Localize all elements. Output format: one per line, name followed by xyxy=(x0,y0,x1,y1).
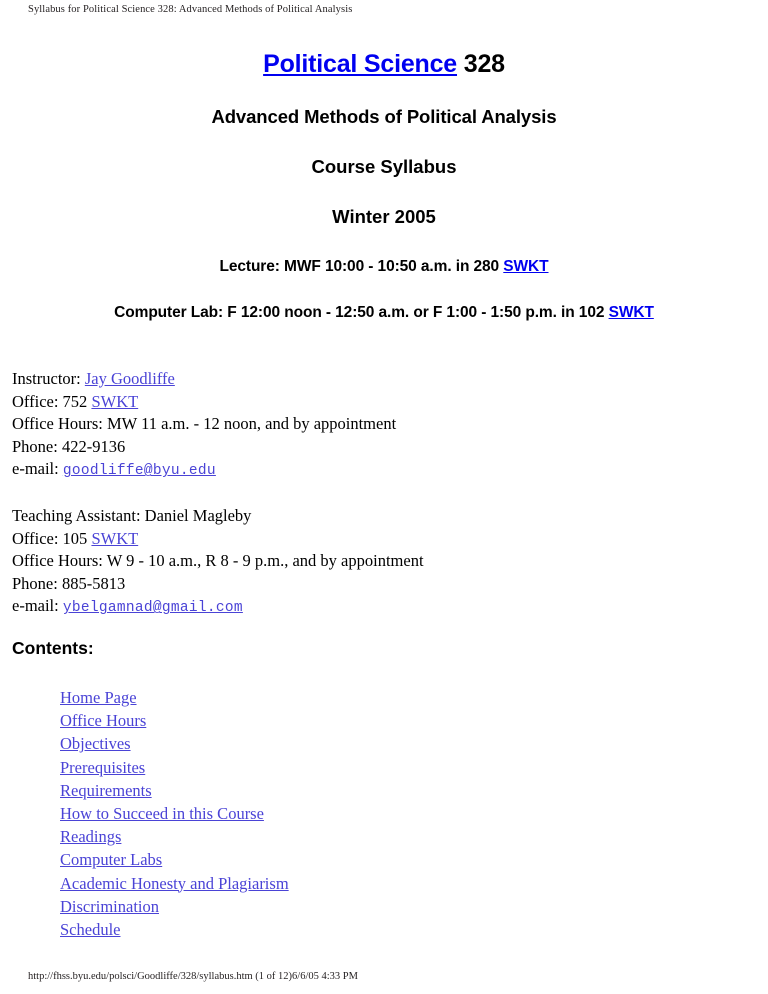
ta-phone: Phone: 885-5813 xyxy=(12,573,126,593)
contents-link[interactable]: Readings xyxy=(60,827,122,847)
contents-list xyxy=(60,686,289,941)
contents-link[interactable]: Prerequisites xyxy=(60,757,146,777)
running-head: Syllabus for Political Science 328: Advanced Methods of Political Analysis xyxy=(28,4,353,15)
instructor-office-line xyxy=(12,391,396,414)
ta-email-label: e-mail: xyxy=(12,596,63,616)
ta-office-line xyxy=(12,528,424,551)
contents-link[interactable]: Schedule xyxy=(60,920,121,940)
contents-list-item xyxy=(60,825,289,848)
term: Winter 2005 xyxy=(332,206,436,227)
instructor-name-link[interactable]: Jay Goodliffe xyxy=(84,369,175,388)
contents-link[interactable]: Computer Labs xyxy=(60,850,163,870)
ta-office-building-link[interactable]: SWKT xyxy=(91,528,139,548)
contents-list-item xyxy=(60,686,289,709)
instructor-office-hours: Office Hours: MW 11 a.m. - 12 noon, and by appointment xyxy=(12,414,397,434)
lecture-building-link[interactable]: SWKT xyxy=(503,257,549,275)
ta-name-line: Teaching Assistant: Daniel Magleby xyxy=(12,506,252,525)
contents-link[interactable]: How to Succeed in this Course xyxy=(60,804,264,824)
instructor-name-line xyxy=(12,368,396,391)
contents-list-item xyxy=(60,802,289,825)
instructor-email-line xyxy=(12,458,396,483)
lecture-info xyxy=(0,259,768,275)
contents-link[interactable]: Requirements xyxy=(60,780,152,800)
contents-list-item xyxy=(60,872,289,895)
contents-link[interactable]: Discrimination xyxy=(60,896,159,916)
contents-list-item xyxy=(60,756,289,779)
ta-email-link[interactable]: ybelgamnad@gmail.com xyxy=(62,600,243,617)
course-number-text: 328 xyxy=(463,50,505,78)
contents-link[interactable]: Office Hours xyxy=(60,711,147,731)
ta-email-line xyxy=(12,595,424,620)
page-footer: http://fhss.byu.edu/polsci/Goodliffe/328/syllabus.htm (1 of 12)6/6/05 4:33 PM xyxy=(28,971,358,982)
course-number xyxy=(457,50,464,78)
teaching-assistant-block xyxy=(12,505,424,620)
contents-list-item xyxy=(60,848,289,871)
contents-link[interactable]: Academic Honesty and Plagiarism xyxy=(60,873,289,893)
lab-info-text: Computer Lab: F 12:00 noon - 12:50 a.m. or F 1:00 - 1:50 p.m. in 102 xyxy=(114,304,609,321)
course-subtitle: Advanced Methods of Political Analysis xyxy=(211,106,557,127)
instructor-label: Instructor: xyxy=(12,369,85,388)
instructor-office-label: Office: 752 xyxy=(12,391,92,411)
contents-list-item xyxy=(60,918,289,941)
document-type: Course Syllabus xyxy=(311,155,457,177)
instructor-office-building-link[interactable]: SWKT xyxy=(91,391,139,411)
page-title xyxy=(0,52,768,77)
instructor-email-link[interactable]: goodliffe@byu.edu xyxy=(62,463,216,480)
contents-link[interactable]: Objectives xyxy=(60,734,131,754)
lab-building-link[interactable]: SWKT xyxy=(608,304,654,321)
course-link[interactable]: Political Science xyxy=(263,50,458,78)
lecture-info-text: Lecture: MWF 10:00 - 10:50 a.m. in 280 xyxy=(219,257,504,275)
contents-list-item xyxy=(60,709,289,732)
contents-list-item xyxy=(60,895,289,918)
instructor-email-label: e-mail: xyxy=(12,459,63,479)
ta-office-hours: Office Hours: W 9 - 10 a.m., R 8 - 9 p.m., and by appointment xyxy=(12,551,424,571)
contents-list-item xyxy=(60,732,289,755)
ta-office-label: Office: 105 xyxy=(12,528,92,548)
contents-heading: Contents: xyxy=(12,638,94,658)
document-heading-block xyxy=(0,52,768,321)
contents-list-item xyxy=(60,779,289,802)
instructor-phone: Phone: 422-9136 xyxy=(12,436,126,456)
contents-link[interactable]: Home Page xyxy=(60,688,137,707)
instructor-block xyxy=(12,368,396,483)
lab-info xyxy=(0,305,768,321)
